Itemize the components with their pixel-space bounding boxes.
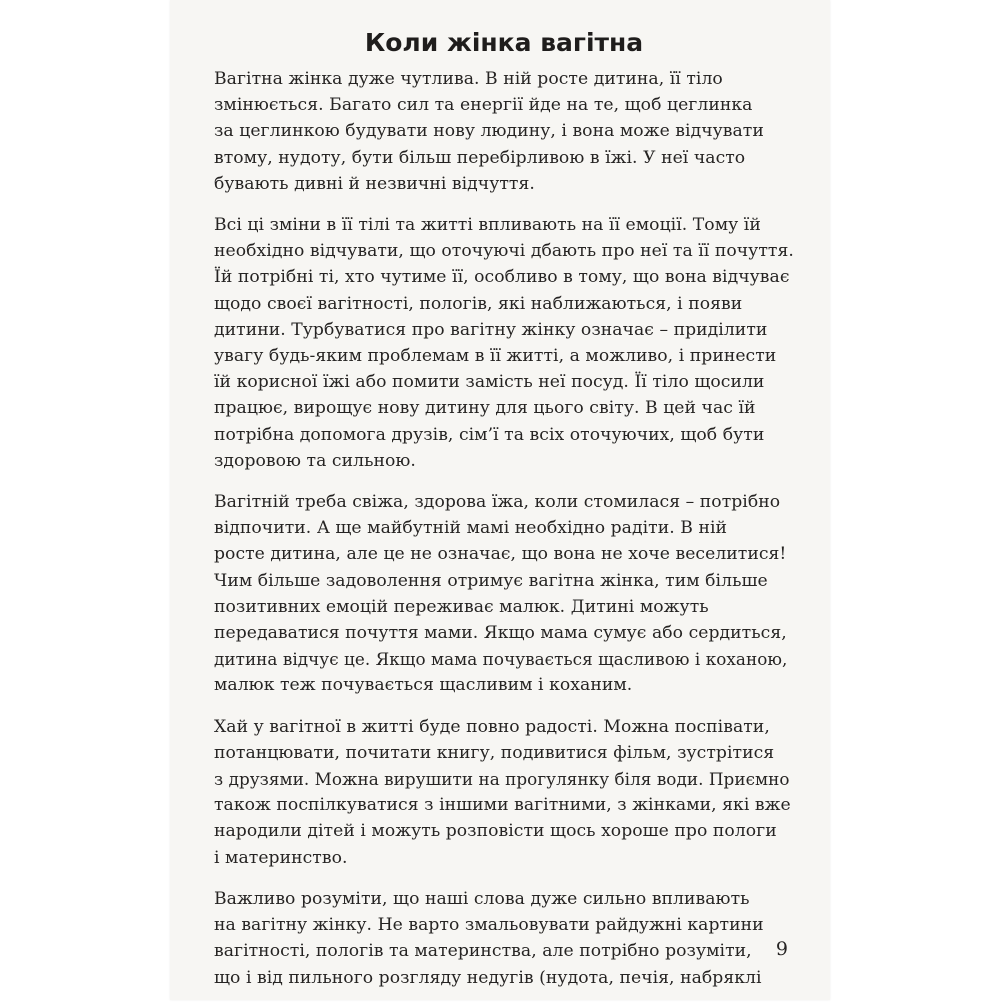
paragraph	[214, 714, 794, 871]
text-line: вагітності, пологів та материнства, але потрібно розуміти,	[214, 941, 752, 962]
text-line: Вагітна жінка дуже чутлива. В ній росте дитина, її тіло	[214, 69, 723, 89]
text-line: бувають дивні й незвичні відчуття.	[214, 173, 535, 194]
text-line: що і від пильного розгляду недугів (нудота, печія, набряклі	[214, 967, 762, 988]
text-line: позитивних емоцій переживає малюк. Дитині можуть	[214, 596, 709, 617]
page-title: Коли жінка вагітна	[364, 28, 644, 57]
text-line: народили дітей і можуть розповісти щось хороше про пологи	[214, 821, 777, 842]
page-content	[214, 26, 794, 1006]
text-line: втому, нудоту, бути більш перебірливою в їжі. У неї часто	[214, 147, 746, 168]
text-line: за цеглинкою будувати нову людину, і вона може відчувати	[214, 121, 764, 142]
text-line: здоровою та сильною.	[214, 450, 416, 471]
paragraph	[214, 489, 794, 699]
body-text	[214, 66, 794, 991]
text-line: Хай у вагітної в житті буде повно радості. Можна поспівати,	[214, 716, 770, 737]
text-line: дитини. Турбуватися про вагітну жінку означає – приділити	[214, 319, 768, 340]
text-line: також поспілкуватися з іншими вагітними, з жінками, які вже	[214, 795, 791, 816]
text-line: працює, вирощує нову дитину для цього світу. В цей час їй	[214, 398, 756, 419]
text-line: щодо своєї вагітності, пологів, які наближаються, і появи	[214, 293, 743, 314]
text-line: Їй потрібні ті, хто чутиме її, особливо в тому, що вона відчуває	[214, 267, 790, 288]
text-line: малюк теж почувається щасливим і коханим.	[214, 675, 633, 696]
text-line: необхідно відчувати, що оточуючі дбають про неї та її почуття.	[214, 241, 794, 262]
paragraph	[214, 66, 794, 197]
text-line: росте дитина, але це не означає, що вона не хоче веселитися!	[214, 544, 787, 565]
text-line: потрібна допомога друзів, сім’ї та всіх оточуючих, щоб бути	[214, 424, 765, 445]
text-line: змінюється. Багато сил та енергії йде на те, щоб цеглинка	[214, 95, 753, 116]
text-line: Чим більше задоволення отримує вагітна жінка, тим більше	[214, 570, 768, 591]
text-line: дитина відчує це. Якщо мама почувається щасливою і коханою,	[214, 649, 788, 670]
text-line: на вагітну жінку. Не варто змальовувати райдужні картини	[214, 915, 764, 936]
text-line: Вагітній треба свіжа, здорова їжа, коли стомилася – потрібно	[214, 492, 781, 513]
text-line: їй корисної їжі або помити замість неї посуд. Її тіло щосили	[214, 372, 765, 393]
text-line: відпочити. А ще майбутній мамі необхідно радіти. В ній	[214, 518, 728, 539]
text-line: передаватися почуття мами. Якщо мама сумує або сердиться,	[214, 623, 787, 644]
text-line: і материнство.	[214, 847, 348, 868]
text-line: з друзями. Можна вирушити на прогулянку біля води. Приємно	[214, 769, 790, 790]
text-line: увагу будь-яким проблемам в її житті, а можливо, і принести	[214, 346, 777, 367]
paragraph	[214, 212, 794, 474]
text-line: Важливо розуміти, що наші слова дуже сильно впливають	[214, 888, 750, 909]
text-line: Всі ці зміни в її тілі та житті впливають на її емоції. Тому їй	[214, 215, 761, 236]
book-page	[170, 0, 830, 1000]
page-number: 9	[775, 938, 788, 960]
text-line: потанцювати, почитати книгу, подивитися фільм, зустрітися	[214, 742, 775, 763]
paragraph	[214, 886, 794, 991]
